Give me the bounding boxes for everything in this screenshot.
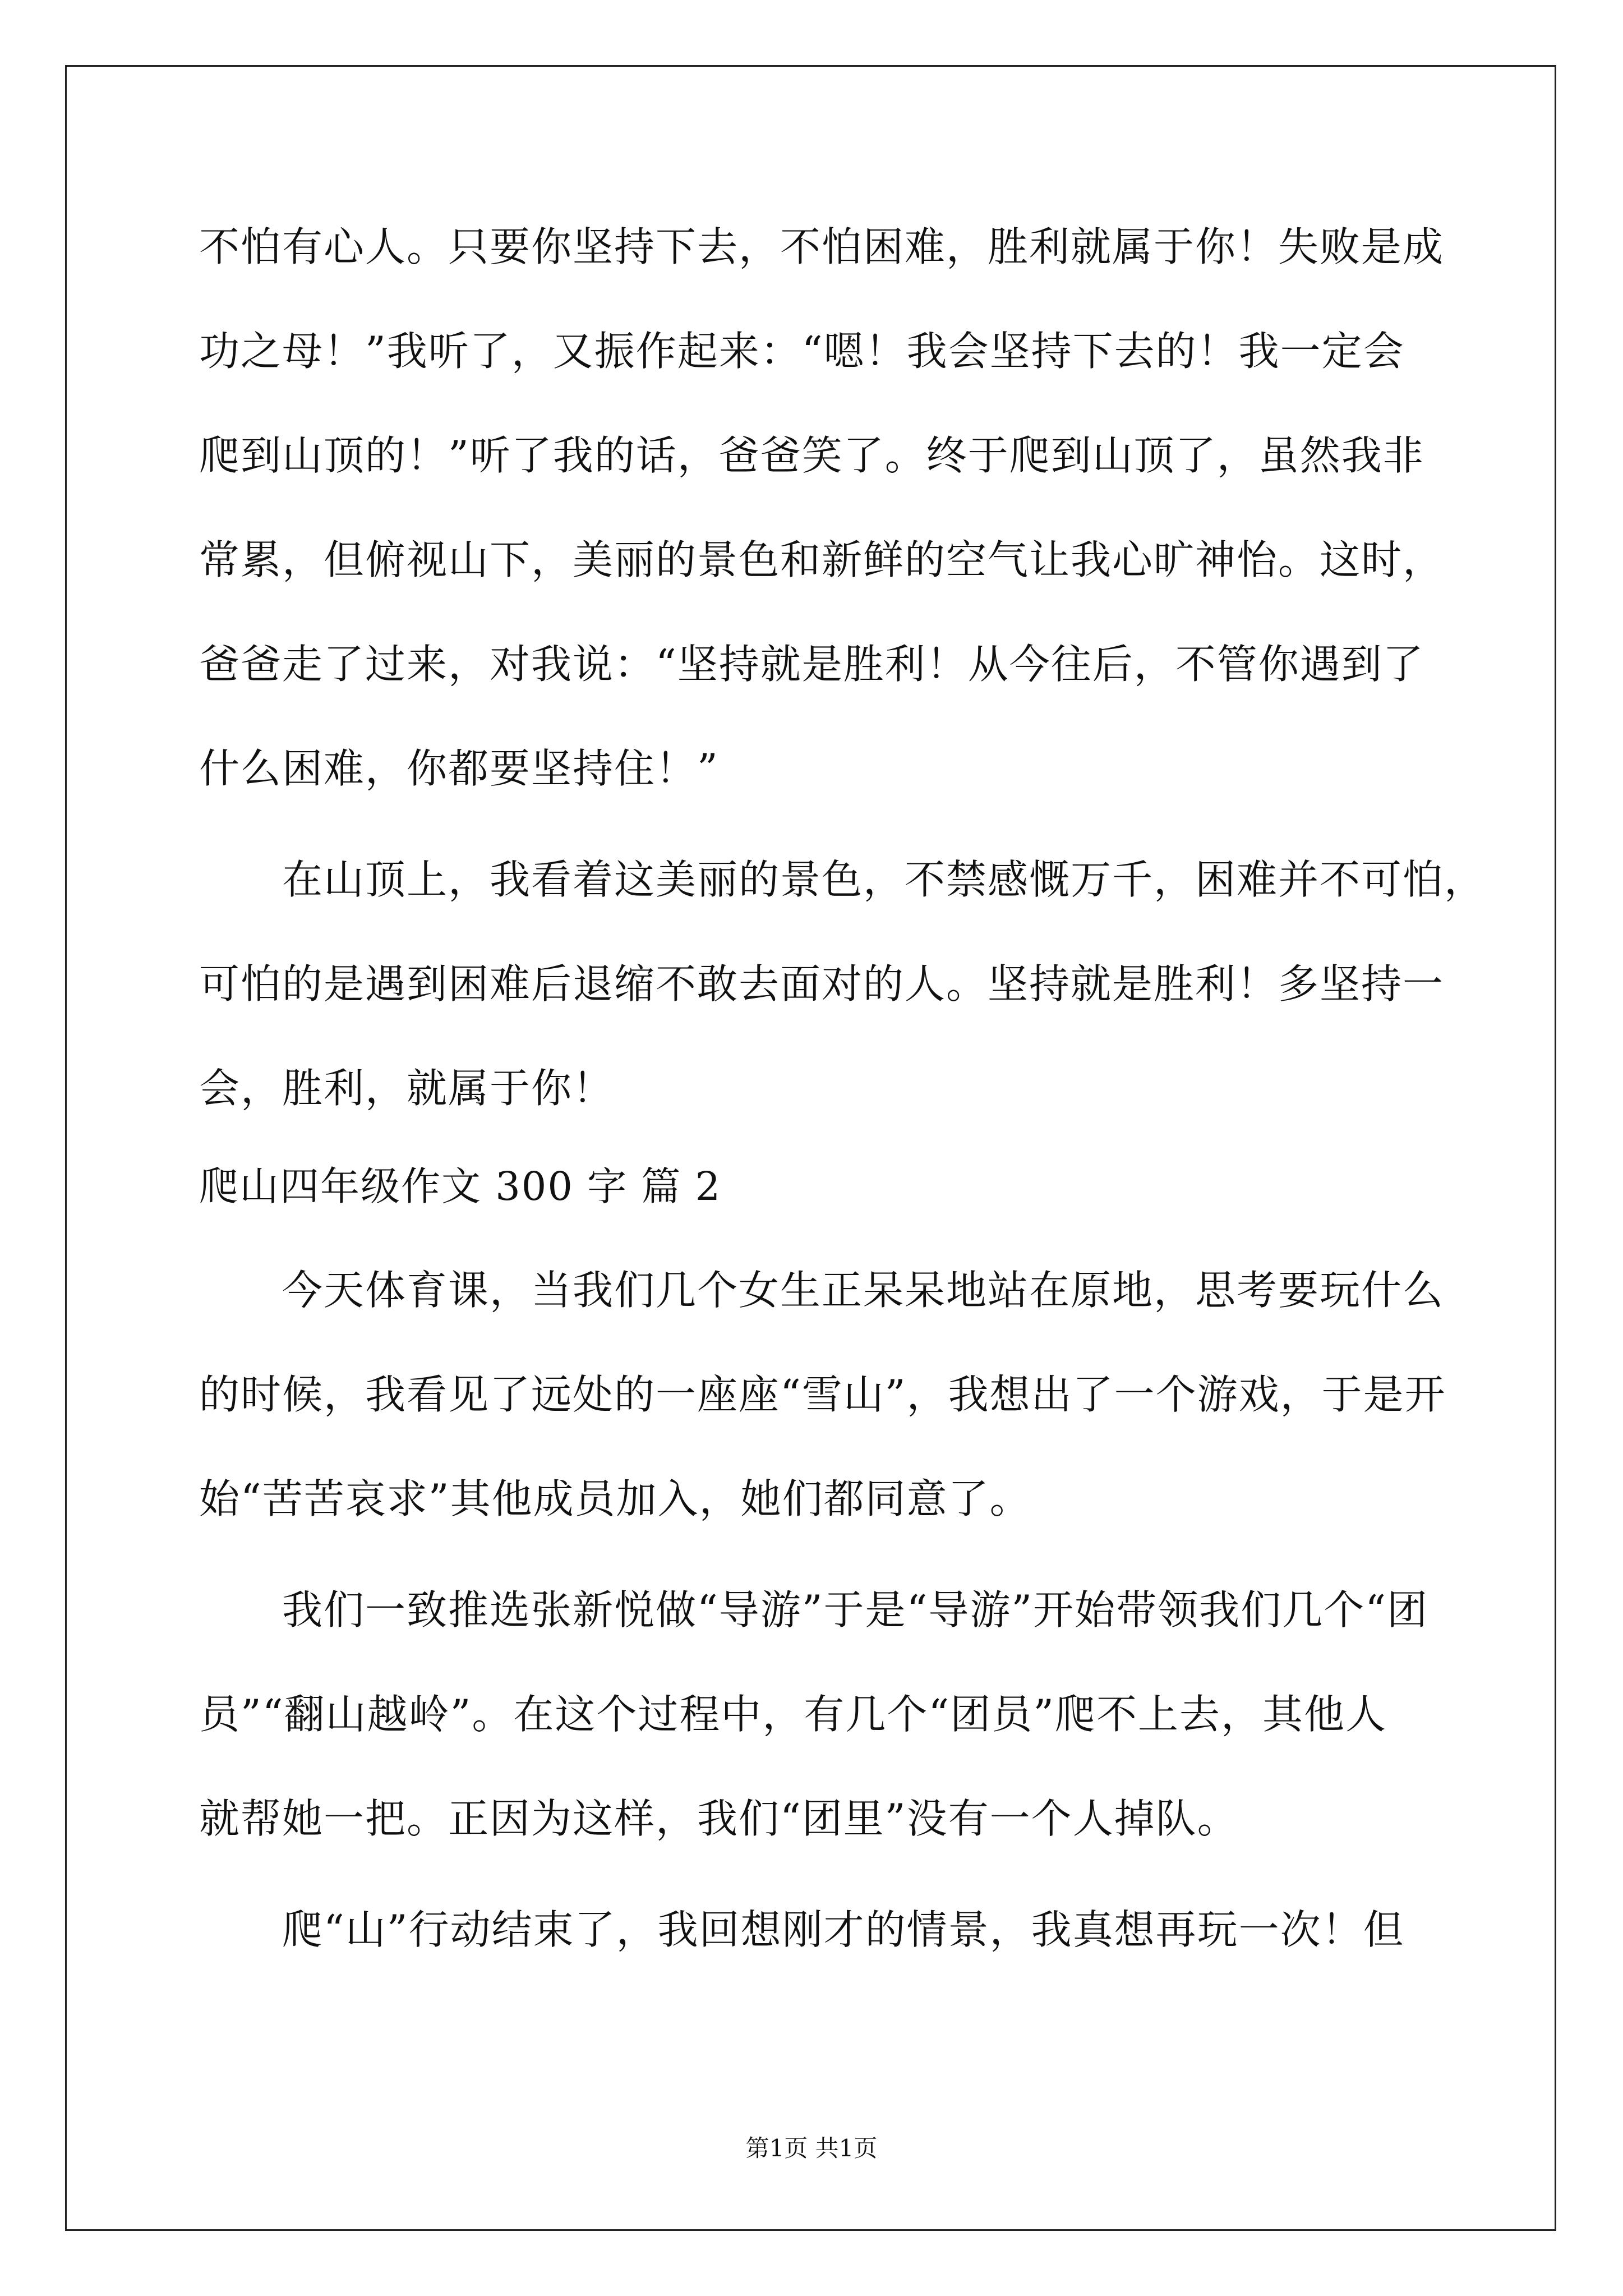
text-line: 功之母！”我听了，又振作起来：“嗯！我会坚持下去的！我一定会 — [199, 328, 1405, 375]
text-line: 员”“翻山越岭”。在这个过程中，有几个“团员”爬不上去，其他人 — [199, 1691, 1387, 1738]
text-line: 的时候，我看见了远处的一座座“雪山”，我想出了一个游戏，于是开 — [199, 1371, 1446, 1418]
text-line: 可怕的是遇到困难后退缩不敢去面对的人。坚持就是胜利！多坚持一 — [199, 960, 1445, 1007]
text-line: 不怕有心人。只要你坚持下去，不怕困难，胜利就属于你！失败是成 — [199, 223, 1445, 270]
paragraph-first-line: 我们一致推选张新悦做“导游”于是“导游”开始带领我们几个“团 — [282, 1586, 1429, 1634]
text-line: 始“苦苦哀求”其他成员加入，她们都同意了。 — [199, 1475, 1031, 1522]
paragraph-first-line: 爬“山”行动结束了，我回想刚才的情景，我真想再玩一次！但 — [282, 1906, 1405, 1953]
paragraph-first-line: 在山顶上，我看着这美丽的景色，不禁感慨万千，困难并不可怕， — [282, 856, 1486, 903]
text-line: 常累，但俯视山下，美丽的景色和新鲜的空气让我心旷神怡。这时， — [199, 536, 1445, 583]
text-line: 爬到山顶的！”听了我的话，爸爸笑了。终于爬到山顶了，虽然我非 — [199, 432, 1424, 479]
text-line: 就帮她一把。正因为这样，我们“团里”没有一个人掉队。 — [199, 1795, 1239, 1842]
page-footer: 第1页 共1页 — [745, 2134, 878, 2162]
section-heading: 爬山四年级作文 300 字 篇 2 — [199, 1163, 722, 1209]
text-line: 会，胜利，就属于你！ — [199, 1065, 615, 1112]
paragraph-first-line: 今天体育课，当我们几个女生正呆呆地站在原地，思考要玩什么 — [282, 1267, 1445, 1314]
text-line: 什么困难，你都要坚持住！” — [199, 745, 719, 792]
text-line: 爸爸走了过来，对我说：“坚持就是胜利！从今往后，不管你遇到了 — [199, 641, 1424, 688]
